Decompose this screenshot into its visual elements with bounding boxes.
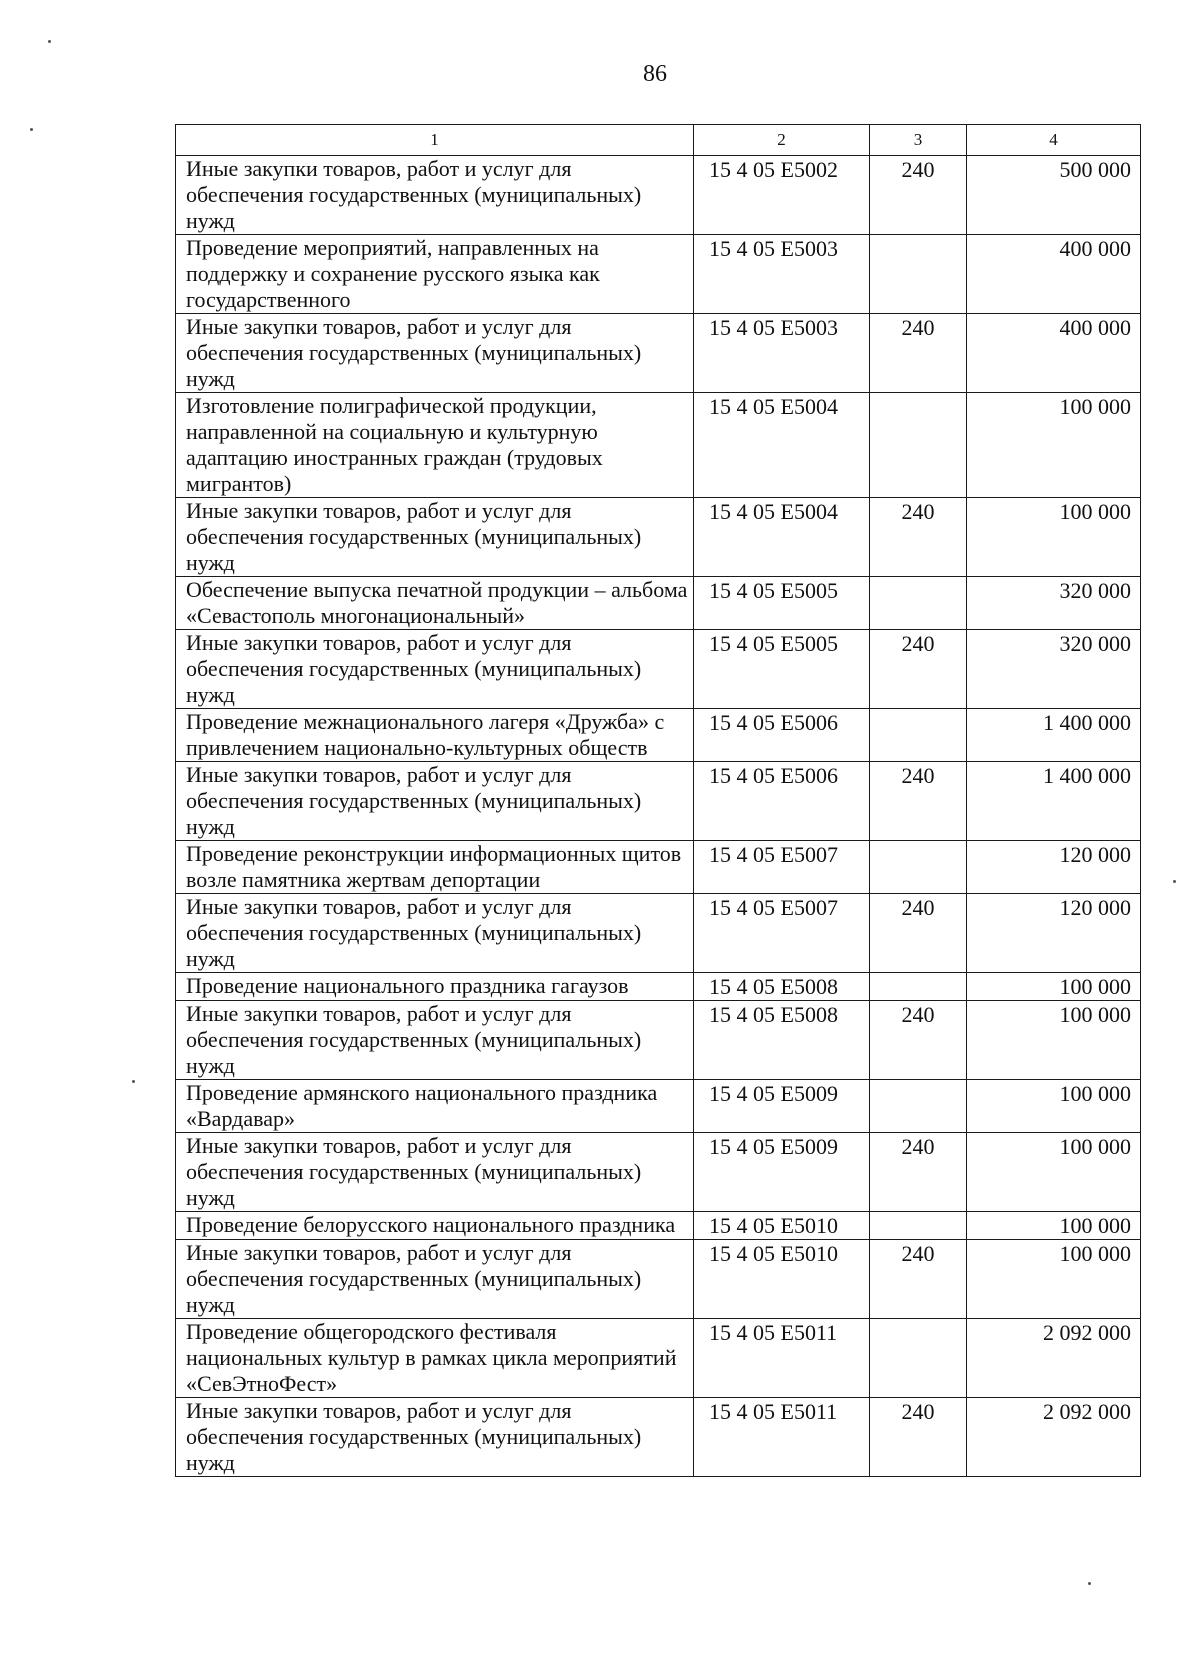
table-row bbox=[176, 498, 1141, 577]
row-type-cell bbox=[870, 973, 967, 1001]
row-type-cell: 240 bbox=[870, 1001, 967, 1080]
row-type-cell bbox=[870, 1080, 967, 1133]
row-amount-cell: 1 400 000 bbox=[967, 709, 1141, 762]
row-code-cell: 15 4 05 Е5005 bbox=[694, 630, 870, 709]
row-type-cell bbox=[870, 1319, 967, 1398]
table-row bbox=[176, 1212, 1141, 1240]
row-amount-cell: 100 000 bbox=[967, 1001, 1141, 1080]
row-amount-cell: 100 000 bbox=[967, 393, 1141, 498]
row-name-cell: Проведение белорусского национального праздника bbox=[176, 1212, 694, 1240]
scan-speck bbox=[48, 40, 51, 43]
row-name-cell: Иные закупки товаров, работ и услуг для обеспечения государственных (муниципальных) нужд bbox=[176, 1133, 694, 1212]
row-type-cell bbox=[870, 577, 967, 630]
row-name-cell: Иные закупки товаров, работ и услуг для обеспечения государственных (муниципальных) нужд bbox=[176, 314, 694, 393]
row-type-cell: 240 bbox=[870, 314, 967, 393]
row-code-cell: 15 4 05 Е5005 bbox=[694, 577, 870, 630]
row-code-cell: 15 4 05 Е5008 bbox=[694, 1001, 870, 1080]
row-amount-cell: 320 000 bbox=[967, 577, 1141, 630]
row-type-cell: 240 bbox=[870, 1398, 967, 1477]
header-row bbox=[176, 125, 1141, 156]
table-row bbox=[176, 156, 1141, 235]
row-amount-cell: 120 000 bbox=[967, 841, 1141, 894]
row-name-cell: Проведение армянского национального праздника «Вардавар» bbox=[176, 1080, 694, 1133]
row-name-cell: Иные закупки товаров, работ и услуг для обеспечения государственных (муниципальных) нужд bbox=[176, 498, 694, 577]
table-row bbox=[176, 1001, 1141, 1080]
row-code-cell: 15 4 05 Е5003 bbox=[694, 314, 870, 393]
row-type-cell bbox=[870, 841, 967, 894]
row-amount-cell: 100 000 bbox=[967, 1212, 1141, 1240]
row-name-cell: Обеспечение выпуска печатной продукции – альбома «Севастополь многонациональный» bbox=[176, 577, 694, 630]
row-name-cell: Иные закупки товаров, работ и услуг для обеспечения государственных (муниципальных) нужд bbox=[176, 762, 694, 841]
row-amount-cell: 100 000 bbox=[967, 498, 1141, 577]
row-type-cell: 240 bbox=[870, 498, 967, 577]
page-number: 86 bbox=[643, 61, 667, 87]
row-code-cell: 15 4 05 Е5011 bbox=[694, 1319, 870, 1398]
row-code-cell: 15 4 05 Е5009 bbox=[694, 1080, 870, 1133]
row-name-cell: Иные закупки товаров, работ и услуг для обеспечения государственных (муниципальных) нужд bbox=[176, 630, 694, 709]
row-amount-cell: 400 000 bbox=[967, 235, 1141, 314]
row-name-cell: Проведение мероприятий, направленных на поддержку и сохранение русского языка как государственного bbox=[176, 235, 694, 314]
row-code-cell: 15 4 05 Е5008 bbox=[694, 973, 870, 1001]
row-code-cell: 15 4 05 Е5007 bbox=[694, 894, 870, 973]
column-header-4: 4 bbox=[967, 125, 1141, 156]
row-name-cell: Проведение общегородского фестиваля национальных культур в рамках цикла мероприятий «СевЭтноФест» bbox=[176, 1319, 694, 1398]
table-row bbox=[176, 762, 1141, 841]
row-code-cell: 15 4 05 Е5004 bbox=[694, 498, 870, 577]
row-type-cell: 240 bbox=[870, 1240, 967, 1319]
row-name-cell: Проведение межнационального лагеря «Дружба» с привлечением национально-культурных обществ bbox=[176, 709, 694, 762]
row-amount-cell: 100 000 bbox=[967, 1133, 1141, 1212]
row-name-cell: Проведение реконструкции информационных щитов возле памятника жертвам депортации bbox=[176, 841, 694, 894]
row-code-cell: 15 4 05 Е5002 bbox=[694, 156, 870, 235]
table-row bbox=[176, 235, 1141, 314]
table-row bbox=[176, 314, 1141, 393]
table-row bbox=[176, 630, 1141, 709]
row-code-cell: 15 4 05 Е5010 bbox=[694, 1212, 870, 1240]
row-amount-cell: 100 000 bbox=[967, 973, 1141, 1001]
table-row bbox=[176, 577, 1141, 630]
row-amount-cell: 100 000 bbox=[967, 1240, 1141, 1319]
scan-speck bbox=[1173, 880, 1176, 883]
table-row bbox=[176, 1133, 1141, 1212]
table-row bbox=[176, 1319, 1141, 1398]
table-row bbox=[176, 841, 1141, 894]
row-code-cell: 15 4 05 Е5009 bbox=[694, 1133, 870, 1212]
table-row bbox=[176, 973, 1141, 1001]
row-amount-cell: 500 000 bbox=[967, 156, 1141, 235]
row-code-cell: 15 4 05 Е5007 bbox=[694, 841, 870, 894]
row-code-cell: 15 4 05 Е5004 bbox=[694, 393, 870, 498]
row-type-cell: 240 bbox=[870, 1133, 967, 1212]
row-amount-cell: 120 000 bbox=[967, 894, 1141, 973]
row-amount-cell: 320 000 bbox=[967, 630, 1141, 709]
column-header-1: 1 bbox=[176, 125, 694, 156]
scan-speck bbox=[132, 1080, 135, 1083]
row-code-cell: 15 4 05 Е5011 bbox=[694, 1398, 870, 1477]
row-name-cell: Иные закупки товаров, работ и услуг для обеспечения государственных (муниципальных) нужд bbox=[176, 1001, 694, 1080]
table-row bbox=[176, 1398, 1141, 1477]
row-name-cell: Проведение национального праздника гагаузов bbox=[176, 973, 694, 1001]
row-name-cell: Иные закупки товаров, работ и услуг для обеспечения государственных (муниципальных) нужд bbox=[176, 894, 694, 973]
row-type-cell: 240 bbox=[870, 156, 967, 235]
table-row bbox=[176, 894, 1141, 973]
row-name-cell: Иные закупки товаров, работ и услуг для обеспечения государственных (муниципальных) нужд bbox=[176, 1240, 694, 1319]
row-code-cell: 15 4 05 Е5006 bbox=[694, 762, 870, 841]
column-header-3: 3 bbox=[870, 125, 967, 156]
scan-speck bbox=[1088, 1582, 1091, 1585]
row-amount-cell: 2 092 000 bbox=[967, 1398, 1141, 1477]
table-row bbox=[176, 393, 1141, 498]
table-row bbox=[176, 1240, 1141, 1319]
row-amount-cell: 400 000 bbox=[967, 314, 1141, 393]
row-code-cell: 15 4 05 Е5003 bbox=[694, 235, 870, 314]
row-name-cell: Изготовление полиграфической продукции, направленной на социальную и культурную адаптацию иностранных граждан (трудовых мигрантов) bbox=[176, 393, 694, 498]
row-name-cell: Иные закупки товаров, работ и услуг для обеспечения государственных (муниципальных) нужд bbox=[176, 156, 694, 235]
scan-speck bbox=[30, 128, 33, 131]
row-type-cell: 240 bbox=[870, 630, 967, 709]
row-code-cell: 15 4 05 Е5010 bbox=[694, 1240, 870, 1319]
row-type-cell bbox=[870, 393, 967, 498]
column-header-2: 2 bbox=[694, 125, 870, 156]
table-row bbox=[176, 1080, 1141, 1133]
table-row bbox=[176, 709, 1141, 762]
row-type-cell bbox=[870, 1212, 967, 1240]
row-amount-cell: 2 092 000 bbox=[967, 1319, 1141, 1398]
row-code-cell: 15 4 05 Е5006 bbox=[694, 709, 870, 762]
row-type-cell bbox=[870, 709, 967, 762]
row-name-cell: Иные закупки товаров, работ и услуг для обеспечения государственных (муниципальных) нужд bbox=[176, 1398, 694, 1477]
row-type-cell: 240 bbox=[870, 762, 967, 841]
budget-table bbox=[175, 124, 1141, 1477]
row-type-cell: 240 bbox=[870, 894, 967, 973]
row-amount-cell: 1 400 000 bbox=[967, 762, 1141, 841]
row-type-cell bbox=[870, 235, 967, 314]
row-amount-cell: 100 000 bbox=[967, 1080, 1141, 1133]
